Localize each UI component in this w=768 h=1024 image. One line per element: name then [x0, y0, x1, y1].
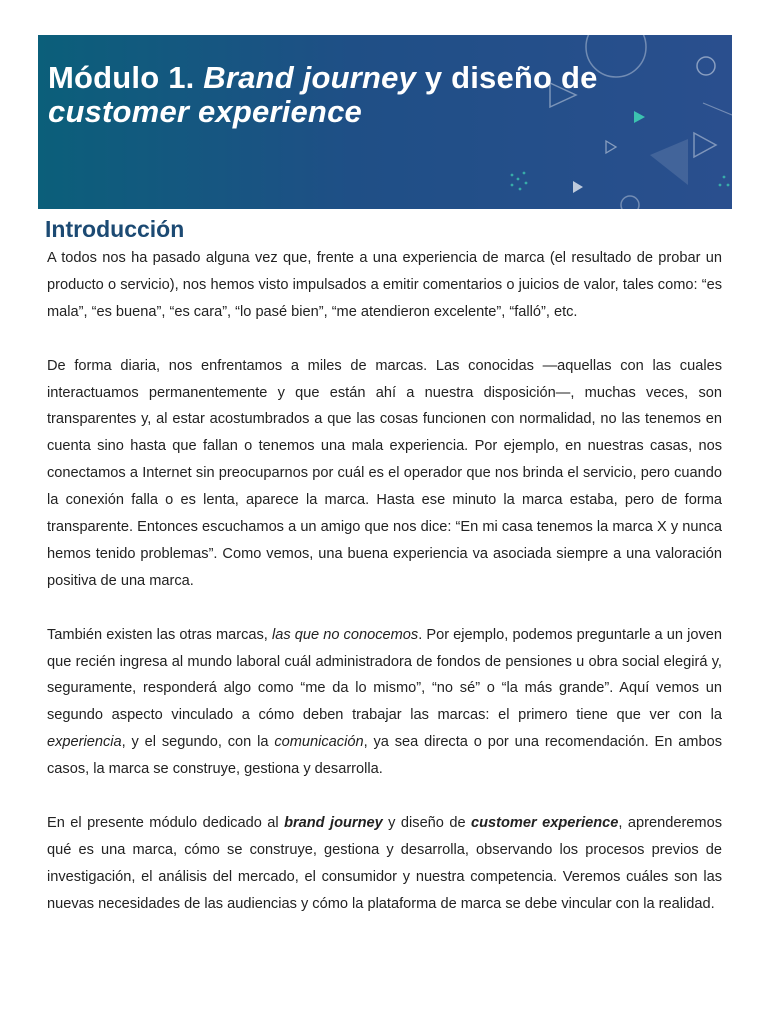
- p3-em-comunicacion: comunicación: [274, 734, 364, 751]
- body-content: [47, 245, 722, 945]
- paragraph-1: A todos nos ha pasado alguna vez que, frente a una experiencia de marca (el resultado de probar un producto o servicio), nos hemos visto impulsados a emitir comentarios o juicios de valor, tales como: “es mala”, “es buena”, “es cara”, “lo pasé bien”, “me atendieron excelente”, “falló”, etc.: [47, 250, 722, 320]
- p4-text-b: y diseño de: [382, 814, 472, 831]
- p3-text-d: , ya sea directa o por una recomendación. En ambos casos, la marca se construye, gestiona y desarrolla.: [47, 734, 722, 778]
- deco-triangle-outline-2: [694, 133, 716, 157]
- module-banner: [38, 35, 732, 209]
- p3-em-unknown-brands: las que no conocemos: [271, 626, 419, 643]
- paragraph-3: [47, 622, 722, 783]
- paragraph-4: [47, 810, 722, 918]
- section-heading: Introducción: [45, 216, 185, 242]
- module-title: [48, 61, 708, 129]
- deco-triangle-faded: [650, 139, 688, 185]
- p3-text-c: , y el segundo, con la: [121, 734, 275, 751]
- paragraph-2: De forma diaria, nos enfrentamos a miles de marcas. Las conocidas —aquellas con las cuales interactuamos permanentemente y que están ahí a nuestra disposición—, muchas veces, son transparentes y, al estar acostumbrados a que las cosas funcionen con normalidad, no las tenemos en cuenta sino hasta que fallan o tenemos una mala experiencia. Por ejemplo, en nuestras casas, nos conectamos a Internet sin preocuparnos por cuál es el operador que nos brinda el servicio, pero cuando la conexión falla o es lenta, aparece la marca. Hasta ese minuto la marca estaba, pero de forma transparente. Entonces escuchamos a un amigo que nos dice: “En mi casa tenemos la marca X y nunca hemos tenido problemas”. Como vemos, una buena experiencia va asociada siempre a una valoración positiva de una marca.: [47, 357, 722, 589]
- title-customer-experience: customer experience: [48, 94, 362, 129]
- deco-triangle-white: [573, 181, 583, 193]
- p4-text-a: En el presente módulo dedicado al: [47, 814, 285, 831]
- p4-brand-journey: brand journey: [284, 814, 383, 831]
- title-prefix: Módulo 1.: [48, 60, 204, 95]
- deco-circle-bottom: [621, 196, 639, 209]
- p3-text-a: También existen las otras marcas,: [47, 626, 272, 643]
- p4-customer-experience: customer experience: [471, 814, 619, 831]
- deco-dots: [511, 172, 730, 191]
- p3-text-b: . Por ejemplo, podemos preguntarle a un joven que recién ingresa al mundo laboral cuál administradora de fondos de pensiones u obra social elegirá y, seguramente, responderá algo como “me da lo mismo”, “no sé” o “la más grande”. Aquí vemos un segundo aspecto vinculado a cómo deben trabajar las marcas: el primero tiene que ver con la: [47, 626, 723, 724]
- title-brand-journey: Brand journey: [203, 60, 417, 95]
- deco-triangle-small-outline: [606, 141, 616, 153]
- p3-em-experiencia: experiencia: [47, 734, 122, 751]
- p4-text-c: , aprenderemos qué es una marca, cómo se construye, gestiona y desarrolla, observando los procesos previos de investigación, el análisis del mercado, el consumidor y nuestra competencia. Veremos cuáles son las nuevas necesidades de las audiencias y cómo la plataforma de marca se debe vincular con la realidad.: [47, 814, 722, 912]
- title-connector: y diseño de: [416, 60, 598, 95]
